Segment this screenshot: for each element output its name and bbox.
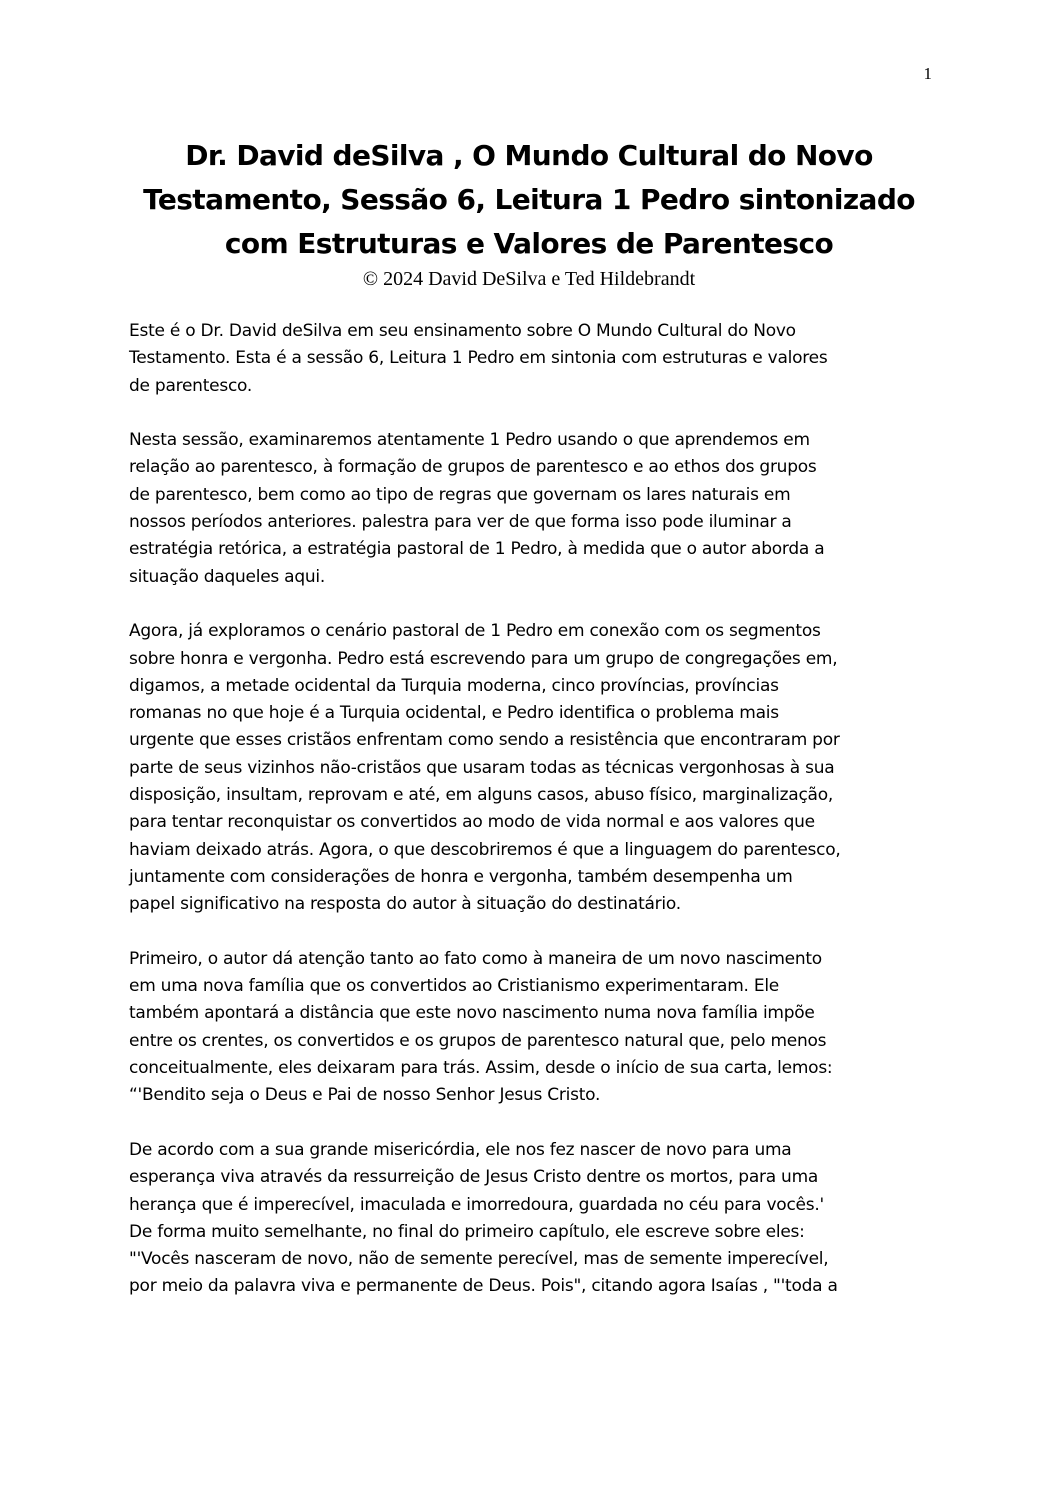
paragraph-line: por meio da palavra viva e permanente de Deus. Pois", citando agora Isaías , "'toda a — [129, 1276, 838, 1297]
paragraph-line: De forma muito semelhante, no final do primeiro capítulo, ele escreve sobre eles: — [129, 1221, 805, 1242]
paragraph-line: em uma nova família que os convertidos ao Cristianismo experimentaram. Ele — [129, 976, 779, 997]
paragraph-line: Nesta sessão, examinaremos atentamente 1 Pedro usando o que aprendemos em — [129, 430, 810, 451]
copyright-notice: © 2024 David DeSilva e Ted Hildebrandt — [362, 268, 696, 290]
paragraph-line: disposição, insultam, reprovam e até, em alguns casos, abuso físico, marginalização, — [129, 785, 834, 806]
paragraph-line: relação ao parentesco, à formação de grupos de parentesco e ao ethos dos grupos — [129, 457, 817, 478]
paragraph-line: entre os crentes, os convertidos e os grupos de parentesco natural que, pelo menos — [129, 1030, 827, 1051]
paragraph-line: nossos períodos anteriores. palestra para ver de que forma isso pode iluminar a — [129, 512, 792, 533]
paragraph-line: Testamento. Esta é a sessão 6, Leitura 1 Pedro em sintonia com estruturas e valores — [129, 348, 828, 369]
paragraph-line: conceitualmente, eles deixaram para trás. Assim, desde o início de sua carta, lemos: — [129, 1058, 833, 1079]
paragraph — [129, 946, 929, 1110]
paragraph-line: herança que é imperecível, imaculada e imorredoura, guardada no céu para vocês.' — [129, 1194, 824, 1215]
paragraph-line: de parentesco, bem como ao tipo de regras que governam os lares naturais em — [129, 484, 791, 505]
title-line: Testamento, Sessão 6, Leitura 1 Pedro sintonizado — [143, 183, 915, 216]
paragraph-line: de parentesco. — [129, 375, 253, 396]
paragraph-line: para tentar reconquistar os convertidos ao modo de vida normal e aos valores que — [129, 812, 815, 833]
paragraph-line: “'Bendito seja o Deus e Pai de nosso Senhor Jesus Cristo. — [129, 1085, 601, 1106]
paragraph — [129, 318, 929, 400]
paragraph-line: estratégia retórica, a estratégia pastoral de 1 Pedro, à medida que o autor aborda a — [129, 539, 825, 560]
title-line: Dr. David deSilva , O Mundo Cultural do Novo — [185, 139, 873, 172]
paragraph-line: sobre honra e vergonha. Pedro está escrevendo para um grupo de congregações em, — [129, 648, 838, 669]
document-body — [129, 318, 929, 1328]
paragraph-line: digamos, a metade ocidental da Turquia moderna, cinco províncias, províncias — [129, 675, 779, 696]
paragraph — [129, 1137, 929, 1301]
paragraph-line: Primeiro, o autor dá atenção tanto ao fato como à maneira de um novo nascimento — [129, 948, 822, 969]
paragraph-line: Agora, já exploramos o cenário pastoral de 1 Pedro em conexão com os segmentos — [129, 621, 821, 642]
paragraph-line: romanas no que hoje é a Turquia ocidental, e Pedro identifica o problema mais — [129, 703, 779, 724]
paragraph-line: haviam deixado atrás. Agora, o que descobriremos é que a linguagem do parentesco, — [129, 839, 841, 860]
paragraph-line: situação daqueles aqui. — [129, 566, 326, 587]
paragraph-line: urgente que esses cristãos enfrentam como sendo a resistência que encontraram por — [129, 730, 840, 751]
paragraph-line: Este é o Dr. David deSilva em seu ensinamento sobre O Mundo Cultural do Novo — [129, 321, 796, 341]
page-number: 1 — [923, 64, 932, 83]
paragraph-line: também apontará a distância que este novo nascimento numa nova família impõe — [129, 1003, 815, 1024]
paragraph — [129, 618, 929, 918]
paragraph-line: esperança viva através da ressurreição de Jesus Cristo dentre os mortos, para uma — [129, 1167, 819, 1188]
paragraph-line: parte de seus vizinhos não-cristãos que usaram todas as técnicas vergonhosas à sua — [129, 757, 835, 778]
title-line: com Estruturas e Valores de Parentesco — [224, 227, 834, 260]
document-title — [128, 134, 930, 266]
paragraph-line: De acordo com a sua grande misericórdia, ele nos fez nascer de novo para uma — [129, 1139, 792, 1160]
paragraph-line: juntamente com considerações de honra e vergonha, também desempenha um — [129, 866, 793, 887]
paragraph-line: "'Vocês nasceram de novo, não de semente perecível, mas de semente imperecível, — [129, 1249, 829, 1270]
paragraph — [129, 427, 929, 591]
paragraph-line: papel significativo na resposta do autor à situação do destinatário. — [129, 894, 681, 915]
